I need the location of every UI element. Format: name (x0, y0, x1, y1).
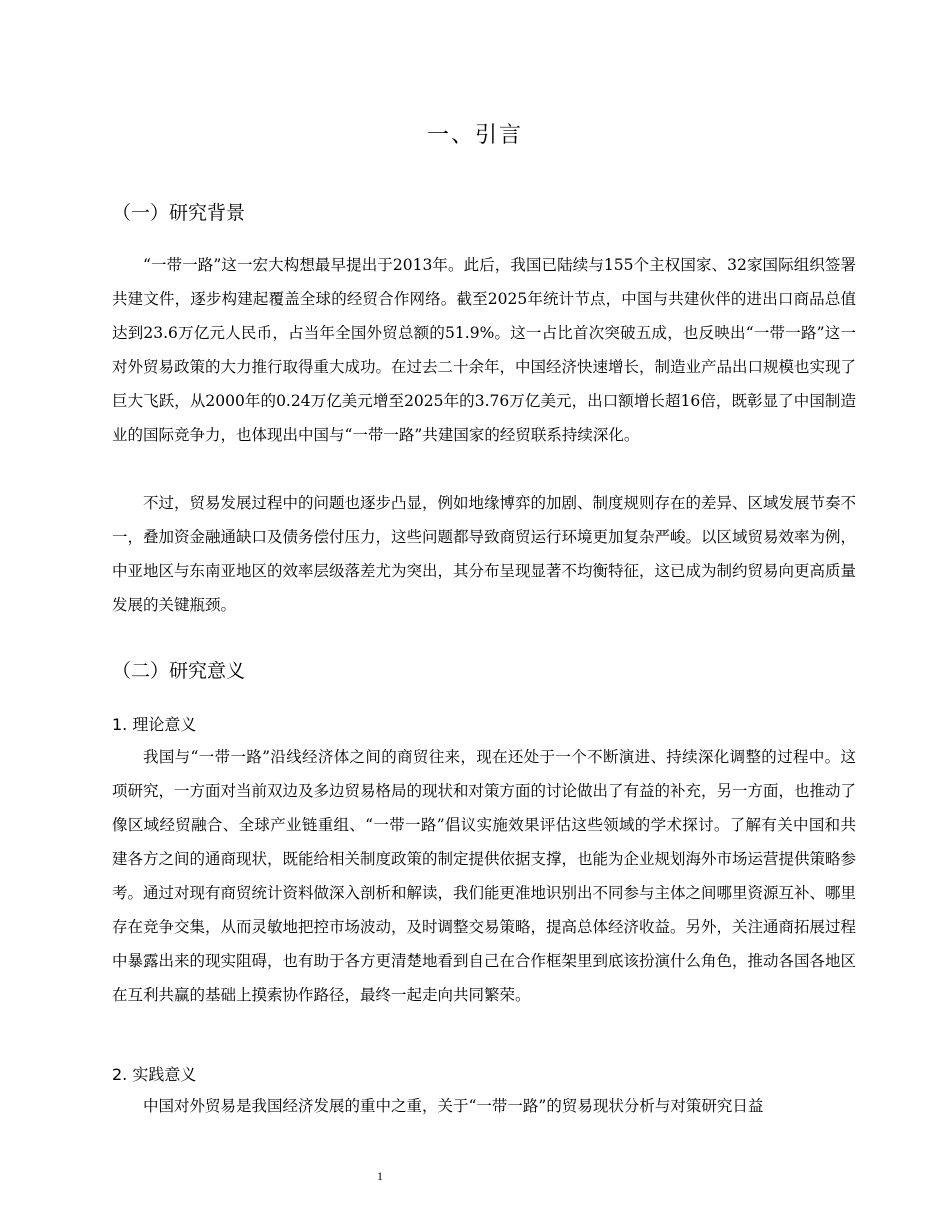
chapter-title: 一、引言 (426, 123, 523, 148)
page-number: 1 (377, 1169, 383, 1183)
paragraph-practice: 中国对外贸易是我国经济发展的重中之重，关于“一带一路”的贸易现状分析与对策研究日益 (143, 1097, 764, 1115)
subsection-heading-theory: 1. 理论意义 (112, 715, 197, 734)
section-heading-significance: （二）研究意义 (112, 660, 246, 682)
paragraph-theory: 我国与“一带一路”沿线经济体之间的商贸往来，现在还处于一个不断演进、持续深化调整的过程中。这项研究，一方面对当前双边及多边贸易格局的现状和对策方面的讨论做出了有益的补充，另一方面，也推动了像区域经贸融合、全球产业链重组、“一带一路”倡议实施效果评估这些领域的学术探讨。了解有关中国和共建各方之间的通商现状，既能给相关制度政策的制定提供依据支撑，也能为企业规划海外市场运营提供策略参考。通过对现有商贸统计资料做深入剖析和解读，我们能更准地识别出不同参与主体之间哪里资源互补、哪里存在竞争交集，从而灵敏地把控市场波动，及时调整交易策略，提高总体经济收益。另外，关注通商拓展过程中暴露出来的现实阻碍，也有助于各方更清楚地看到自己在合作框架里到底该扮演什么角色，推动各国各地区在互利共赢的基础上摸索协作路径，最终一起走向共同繁荣。 (112, 748, 857, 1004)
subsection-heading-practice: 2. 实践意义 (112, 1065, 197, 1084)
paragraph-background-1: “一带一路”这一宏大构想最早提出于2013年。此后，我国已陆续与155个主权国家、32家国际组织签署共建文件，逐步构建起覆盖全球的经贸合作网络。截至2025年统计节点，中国与共建伙伴的进出口商品总值达到23.6万亿元人民币，占当年全国外贸总额的51.9%。这一占比首次突破五成，也反映出“一带一路”这一对外贸易政策的大力推行取得重大成功。在过去二十余年，中国经济快速增长，制造业产品出口规模也实现了巨大飞跃，从2000年的0.24万亿美元增至2025年的3.76万亿美元，出口额增长超16倍，既彰显了中国制造业的国际竞争力，也体现出中国与“一带一路”共建国家的经贸联系持续深化。 (112, 256, 857, 444)
section-heading-background: （一）研究背景 (112, 202, 246, 224)
paragraph-background-2: 不过，贸易发展过程中的问题也逐步凸显，例如地缘博弈的加剧、制度规则存在的差异、区域发展节奏不一，叠加资金融通缺口及债务偿付压力，这些问题都导致商贸运行环境更加复杂严峻。以区域贸易效率为例，中亚地区与东南亚地区的效率层级落差尤为突出，其分布呈现显著不均衡特征，这已成为制约贸易向更高质量发展的关键瓶颈。 (112, 494, 857, 614)
